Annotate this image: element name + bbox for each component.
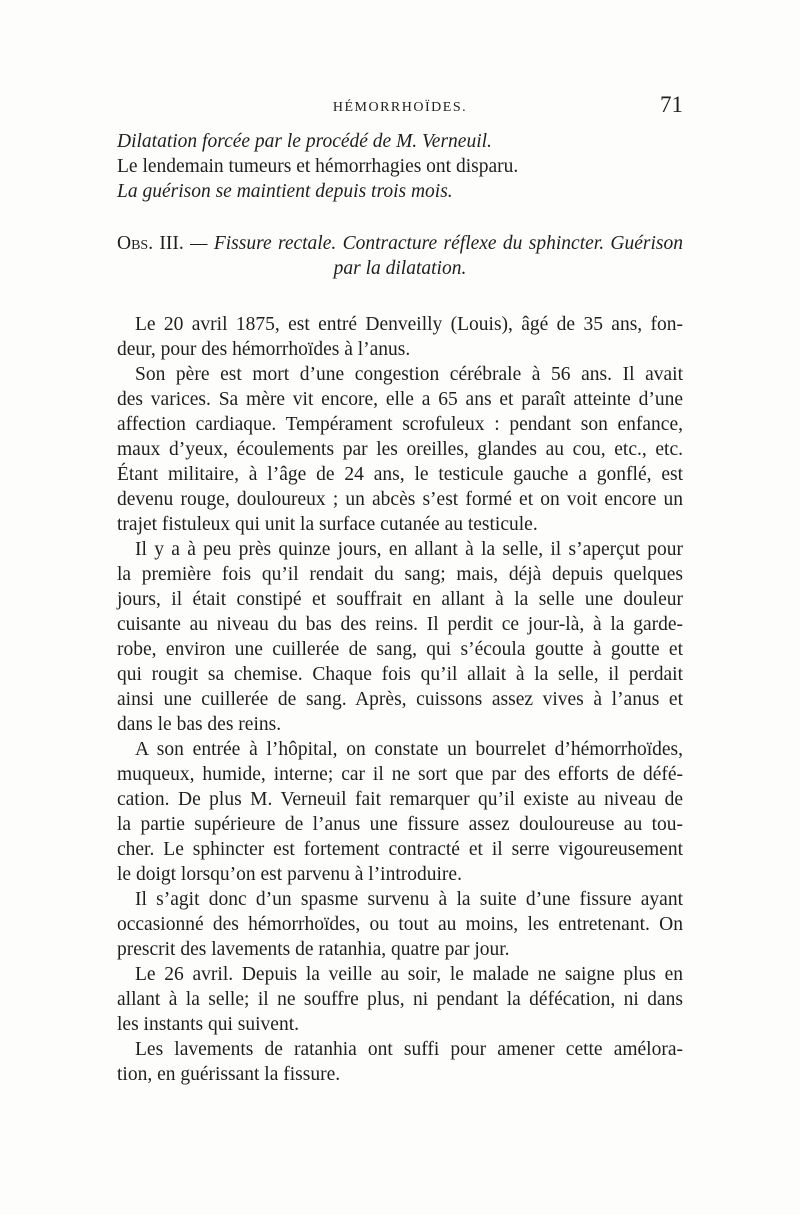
text-line: deur, pour des hémorrhoïdes à l’anus. [117,339,411,360]
text-line: affection cardiaque. Tempérament scrofuleux : pendant son enfance, [117,414,683,435]
text-line: maux d’yeux, écoulements par les oreilles, glandes au cou, etc., etc. [117,439,683,460]
observation-title: — Fissure rectale. Contracture réflexe du sphincter. Guérison [190,233,683,254]
text-line: Il s’agit donc d’un spasme survenu à la suite d’une fissure ayant [135,889,683,910]
text-line: cuisante au niveau du bas des reins. Il perdit ce jour-là, à la garde- [117,614,683,635]
text-line: cher. Le sphincter est fortement contracté et il serre vigoureusement [117,839,683,860]
text-line [117,232,683,256]
text-line: la première fois qu’il rendait du sang; mais, déjà depuis quelques [117,564,683,585]
text-line: jours, il était constipé et souffrait en allant à la selle une douleur [117,589,683,610]
text-line: Il y a à peu près quinze jours, en allant à la selle, il s’aperçut pour [135,539,683,560]
text-line: Le 20 avril 1875, est entré Denveilly (Louis), âgé de 35 ans, fon- [135,314,683,335]
text-line: A son entrée à l’hôpital, on constate un bourrelet d’hémorrhoïdes, [135,739,683,760]
text-line: le doigt lorsqu’on est parvenu à l’introduire. [117,864,462,885]
text-line: tion, en guérissant la fissure. [117,1064,341,1085]
text-line: prescrit des lavements de ratanhia, quatre par jour. [117,939,510,960]
text-line: robe, environ une cuillerée de sang, qui s’écoula goutte à goutte et [117,639,683,660]
text-line: dans le bas des reins. [117,714,282,735]
text-line: la partie supérieure de l’anus une fissure assez douloureuse au tou- [117,814,683,835]
running-title: HÉMORRHOÏDES. [332,100,468,115]
text-line: Dilatation forcée par le procédé de M. Verneuil. [117,131,492,152]
text-line: Les lavements de ratanhia ont suffi pour amener cette amélora- [135,1039,683,1060]
text-line: par la dilatation. [333,258,467,279]
text-line: Son père est mort d’une congestion cérébrale à 56 ans. Il avait [135,364,683,385]
page-header [115,92,685,122]
text-line: qui rougit sa chemise. Chaque fois qu’il allait à la selle, il perdait [117,664,683,685]
text-line: Étant militaire, à l’âge de 24 ans, le testicule gauche a gonflé, est [117,464,683,485]
text-line: des varices. Sa mère vit encore, elle a 65 ans et paraît atteinte d’une [117,389,683,410]
text-line: allant à la selle; il ne souffre plus, ni pendant la défécation, ni dans [117,989,683,1010]
text-line: devenu rouge, douloureux ; un abcès s’est formé et on voit encore un [117,489,683,510]
text-line: cation. De plus M. Verneuil fait remarquer qu’il existe au niveau de [117,789,683,810]
page-number: 71 [660,92,683,117]
text-line: les instants qui suivent. [117,1014,299,1035]
text-line: Le 26 avril. Depuis la veille au soir, le malade ne saigne plus en [135,964,683,985]
text-line: occasionné des hémorrhoïdes, ou tout au moins, les entretenant. On [117,914,683,935]
text-line: Le lendemain tumeurs et hémorrhagies ont disparu. [117,156,519,177]
observation-label: Obs. III. [117,233,191,254]
text-line: trajet fistuleux qui unit la surface cutanée au testicule. [117,514,538,535]
text-line: ainsi une cuillerée de sang. Après, cuissons assez vives à l’anus et [117,689,683,710]
text-line: muqueux, humide, interne; car il ne sort que par des efforts de défé- [117,764,683,785]
text-line: La guérison se maintient depuis trois mois. [117,181,453,202]
